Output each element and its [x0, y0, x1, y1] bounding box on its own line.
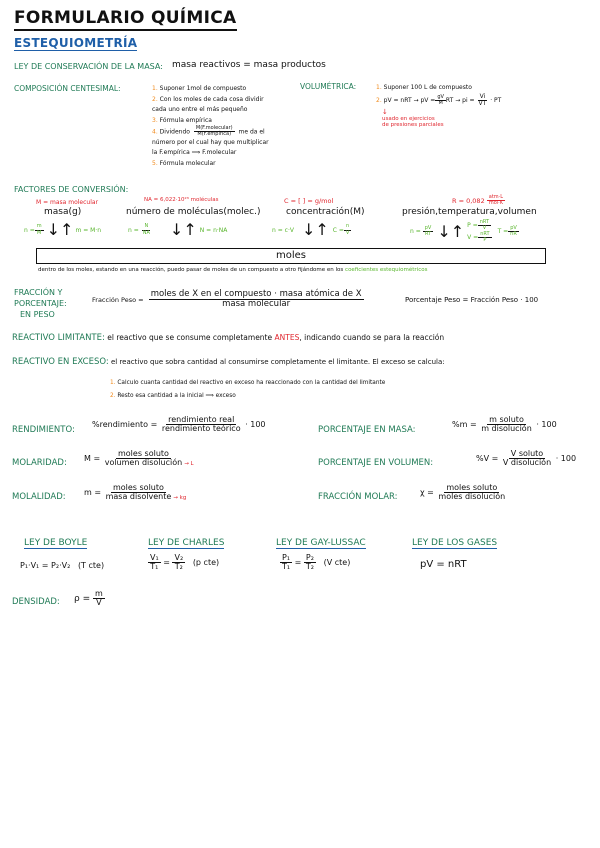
ideal-gas-formula: pV = nRT [420, 559, 467, 570]
exceso-step1: 1. Calculo cuanta cantidad del reactivo en exceso ha reaccionado con la cantidad del limitante [110, 380, 386, 386]
num-mol-label: número de moléculas(molec.) [126, 207, 261, 217]
ptv-conv: n = $\frac{pV}{RT}$ ↓ ↑ P = $\frac{\text{nRT}}{V}$ V = $\frac{\text{nRT}}{P}$ T = $\frac{pV}{nR}$ [410, 219, 517, 243]
fraccion-peso-formula: Fracción Peso = $\frac{\text{moles de X en el compuesto · masa atómica de X}}{\text{masa molecular}}$ [92, 289, 362, 309]
section-subtitle: ESTEQUIOMETRÍA [14, 36, 138, 50]
molalidad-label: MOLALIDAD: [12, 492, 66, 502]
step-4: 4. Dividendo $\frac{\text{M(F.molecular)}}{\text{M(F.empírica)}}$ me da el [152, 125, 265, 138]
step-4c: la F.empírica ⟹ F.molecular [152, 149, 237, 157]
gaylussac-formula: $\frac{\text{P₁}}{\text{T₁}}$ = $\frac{\text{P₂}}{\text{T₂}}$ (V cte) [282, 553, 351, 572]
NA-def: NA = 6,022·10²³ moléculas [144, 197, 219, 203]
molaridad-label: MOLARIDAD: [12, 458, 67, 468]
volumetrica-step2: 2. pV = nRT → pV = $\frac{gV}{M}$ RT → pi = $\frac{Vi}{VT}$ · PT [376, 93, 502, 108]
c-def: C = [ ] = g/mol [284, 197, 334, 205]
masa-label: masa(g) [44, 207, 82, 217]
arrow-up-icon: ↑ [450, 221, 465, 241]
factores-label: FACTORES DE CONVERSIÓN: [14, 185, 129, 194]
conservacion-label: LEY DE CONSERVACIÓN DE LA MASA: [14, 62, 163, 71]
densidad-formula: ρ = $\frac{m}{V}$ [74, 589, 103, 608]
moles-note: dentro de los moles, estando en una reacción, puedo pasar de moles de un compuesto a otro fijándome en los coeficientes estequiométricos [38, 267, 428, 273]
molalidad-formula: m = $\frac{\text{moles soluto}}{\text{masa disolvente}}$ → kg [84, 483, 187, 502]
pmasa-formula: %m = $\frac{\text{m soluto}}{\text{m disolución}}$ · 100 [452, 415, 557, 434]
step-4b: número por el cual hay que multiplicar [152, 138, 269, 146]
fmolar-label: FRACCIÓN MOLAR: [318, 492, 398, 502]
arrow-down-icon: ↓ [46, 220, 61, 239]
ptv-label: presión,temperatura,volumen [402, 207, 537, 217]
exceso: REACTIVO EN EXCESO: el reactivo que sobra cantidad al consumirse completamente el limitante. El exceso se calcula: [12, 357, 445, 367]
rendimiento-formula: %rendimiento = $\frac{\text{rendimiento real}}{\text{rendimiento teórico}}$ · 100 [92, 415, 266, 434]
charles-formula: $\frac{\text{V₁}}{\text{T₁}}$ = $\frac{\text{V₂}}{\text{T₂}}$ (p cte) [150, 553, 220, 572]
masa-conv: n = $\frac{m}{M}$ ↓ ↑ m = M·n [24, 220, 102, 239]
volumetrica-note: usado en ejercicios de presiones parciales [382, 116, 444, 128]
pvolumen-formula: %V = $\frac{\text{V soluto}}{\text{V disolución}}$ · 100 [476, 449, 577, 468]
page-title: FORMULARIO QUÍMICA [14, 8, 237, 31]
pmasa-label: PORCENTAJE EN MASA: [318, 425, 416, 435]
R-def: R = 0,082 $\frac{\text{atm·L}}{\text{mol·K}}$ [452, 194, 504, 207]
centesimal-steps [152, 84, 269, 169]
arrow-down-icon: ↓ [169, 220, 184, 239]
step-2: 2. Con los moles de cada cosa dividir [152, 95, 264, 103]
step-3: 3. Fórmula empírica [152, 116, 212, 124]
arrow-up-icon: ↑ [315, 220, 329, 239]
gaylussac-label: LEY DE GAY-LUSSAC [276, 538, 366, 548]
boyle-formula: P₁·V₁ = P₂·V₂ (T cte) [20, 561, 105, 570]
centesimal-label: COMPOSICIÓN CENTESIMAL: [14, 84, 121, 93]
arrow-up-icon: ↑ [60, 220, 74, 239]
rendimiento-label: RENDIMIENTO: [12, 425, 75, 435]
charles-label: LEY DE CHARLES [148, 538, 225, 548]
num-conv: n = $\frac{N}{NA}$ ↓ ↑ N = n·NA [128, 220, 228, 239]
volumetrica-note-arrow: ↓ [382, 108, 388, 116]
conc-label: concentración(M) [286, 207, 365, 217]
conservacion-text: masa reactivos = masa productos [172, 60, 326, 70]
molaridad-formula: M = $\frac{\text{moles soluto}}{\text{volumen disolución}}$ → L [84, 449, 194, 468]
arrow-down-icon: ↓ [437, 221, 451, 241]
ideal-gas-label: LEY DE LOS GASES [412, 538, 498, 548]
moles-bar: moles [36, 248, 546, 264]
volumetrica-step1: 1. Suponer 100 L de compuesto [376, 84, 472, 91]
densidad-label: DENSIDAD: [12, 597, 60, 607]
boyle-label: LEY DE BOYLE [24, 538, 88, 548]
limitante: REACTIVO LIMITANTE: el reactivo que se consume completamente ANTES, indicando cuando se para la reacción [12, 333, 445, 343]
volumetrica-label: VOLUMÉTRICA: [300, 82, 357, 91]
porcentaje-peso-formula: Porcentaje Peso = Fracción Peso · 100 [405, 296, 539, 304]
step-2b: cada uno entre el más pequeño [152, 106, 248, 113]
exceso-step2: 2. Resto esa cantidad a la inicial ⟹ exceso [110, 393, 236, 399]
arrow-up-icon: ↑ [183, 220, 197, 239]
step-1: 1. Suponer 1mol de compuesto [152, 85, 247, 92]
conc-conv: n = c·V ↓ ↑ C = $\frac{n}{V}$ [272, 220, 350, 239]
fmolar-formula: χ = $\frac{\text{moles soluto}}{\text{moles disolución}}$ [420, 483, 506, 502]
step-5: 5. Fórmula molecular [152, 159, 216, 167]
fraccion-label: FRACCIÓN Y PORCENTAJE: EN PESO [14, 288, 67, 319]
pvolumen-label: PORCENTAJE EN VOLUMEN: [318, 458, 434, 468]
M-def: M = masa molecular [36, 199, 99, 206]
arrow-down-icon: ↓ [301, 220, 316, 239]
